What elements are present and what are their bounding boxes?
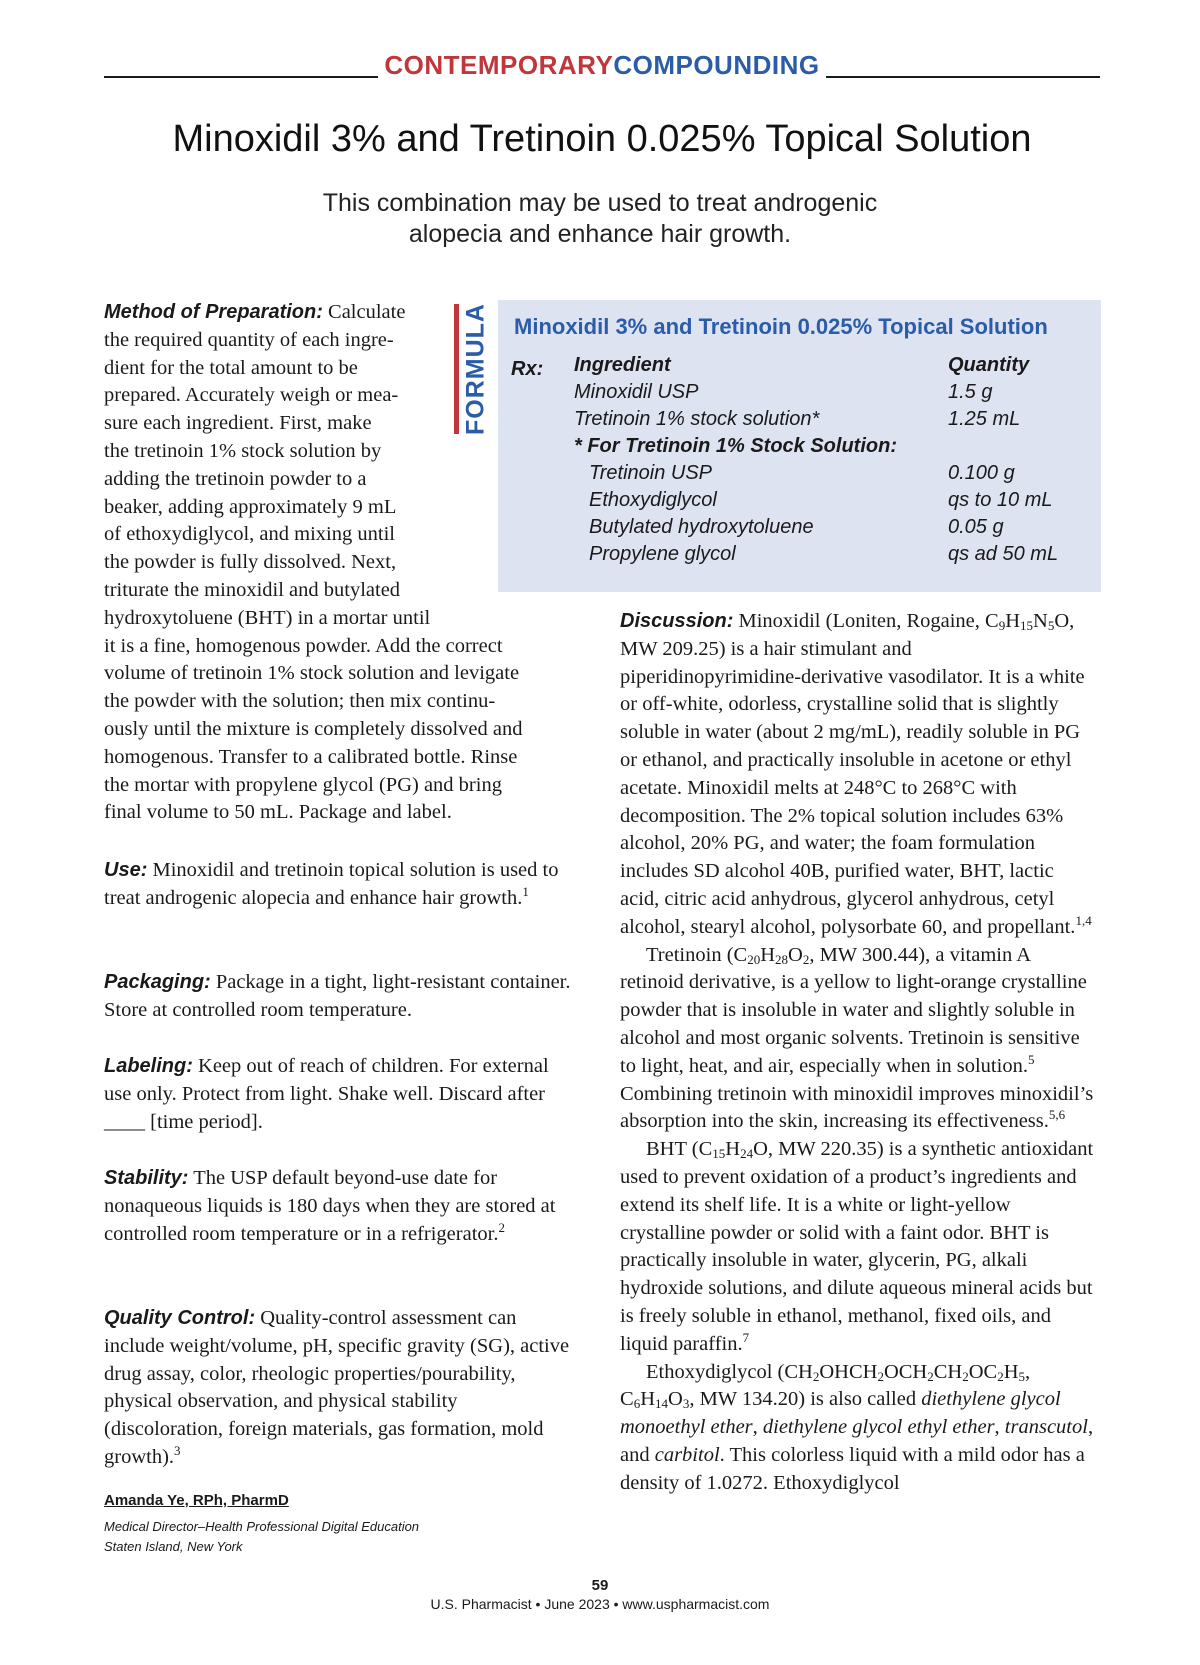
use-section — [104, 857, 574, 913]
text-run: H — [760, 943, 776, 966]
author-title: Medical Director–Health Professional Digital Education — [104, 1519, 420, 1534]
subscript: 6 — [633, 1396, 641, 1412]
method-line: Calculate — [322, 301, 406, 323]
text-run: OC — [968, 1360, 998, 1383]
method-line: dient for the total amount to be — [104, 356, 358, 379]
text-run: O — [668, 1388, 683, 1411]
method-line: volume of tretinoin 1% stock solution and levigate — [104, 662, 520, 685]
ingredient-quantity: 1.25 mL — [948, 408, 1021, 430]
text-run: Minoxidil (Loniten, Rogaine, C — [733, 610, 999, 632]
text-run: Ethoxydiglycol (CH — [646, 1360, 813, 1383]
text-run: O, MW 209.25) is a hair stimulant and piperidinopyrimidine-derivative vasodilator. It is a white or off-white, odorless, crystalline solid that is slightly soluble in water (about 2 mg/mL), readily soluble in PG or ethanol, and practically insoluble in acetone or ethyl acetate. Minoxidil melts at 248°C to 268°C with decomposition. The 2% topical solution includes 63% alcohol, 20% PG, and water; the foam formulation includes SD alcohol 40B, purified water, BHT, lactic acid, citric acid anhydrous, glycerol anhydrous, cetyl alcohol, stearyl alcohol, polysorbate 60, and propellant. — [620, 610, 1085, 938]
author-block — [104, 1492, 419, 1557]
subscript: 2 — [877, 1368, 884, 1384]
author-location: Staten Island, New York — [104, 1539, 243, 1554]
method-line: beaker, adding approximately 9 mL — [104, 495, 397, 518]
discussion-paragraph-minoxidil — [620, 608, 1096, 942]
method-line: final volume to 50 mL. Package and label. — [104, 801, 452, 824]
subscript: 14 — [655, 1396, 668, 1412]
subscript: 3 — [682, 1396, 690, 1412]
text-run: O — [788, 943, 803, 966]
section-header — [104, 50, 1100, 80]
packaging-label: Packaging: — [104, 971, 211, 993]
subscript: 15 — [712, 1146, 726, 1162]
subscript: 28 — [775, 951, 789, 967]
ingredient-name: Butylated hydroxytoluene — [589, 516, 814, 538]
text-run: , MW 134.20) is also called — [689, 1388, 922, 1411]
text-run: H — [640, 1388, 655, 1411]
text-run: , — [752, 1416, 763, 1439]
subscript: 15 — [1020, 618, 1034, 633]
subscript: 2 — [802, 951, 810, 967]
text-run: N — [1033, 610, 1048, 632]
ingredient-quantity: 0.05 g — [948, 516, 1004, 538]
text-run: H — [1005, 610, 1021, 632]
discussion-label: Discussion: — [620, 610, 734, 632]
method-line: the mortar with propylene glycol (PG) and bring — [104, 773, 502, 796]
ingredient-quantity: qs to 10 mL — [948, 489, 1053, 511]
method-line: sure each ingredient. First, make — [104, 412, 372, 435]
text-run: OHCH — [819, 1360, 878, 1383]
quality-label: Quality Control: — [104, 1307, 256, 1329]
quality-control-section — [104, 1305, 574, 1472]
banner-word-contemporary: CONTEMPORARY — [384, 50, 614, 80]
ingredient-name: Minoxidil USP — [574, 381, 699, 403]
text-run: , C — [620, 1360, 1031, 1411]
subtitle-line-2: alopecia and enhance hair growth. — [408, 220, 792, 248]
col-quantity: Quantity — [948, 354, 1030, 376]
text-run: H — [725, 1138, 741, 1161]
reference-marker: 5,6 — [1048, 1107, 1066, 1123]
subscript: 20 — [747, 951, 761, 967]
reference-marker: 2 — [498, 1219, 505, 1235]
ingredient-quantity: 0.100 g — [948, 462, 1015, 484]
ingredient-name: Propylene glycol — [589, 543, 736, 565]
col-ingredient: Ingredient — [574, 354, 671, 376]
method-of-preparation — [104, 299, 664, 827]
labeling-label: Labeling: — [104, 1055, 193, 1077]
text-run: Combining tretinoin with minoxidil improves minoxidil’s absorption into the skin, increasing its effectiveness. — [620, 1082, 1094, 1133]
discussion-paragraph-ethoxydiglycol — [620, 1359, 1096, 1498]
banner-word-compounding: COMPOUNDING — [613, 50, 820, 80]
rx-label: Rx: — [511, 358, 544, 380]
italic-term: transcutol — [1004, 1416, 1088, 1439]
author-name: Amanda Ye, RPh, PharmD — [104, 1492, 289, 1509]
packaging-section — [104, 969, 574, 1025]
quality-text: Quality-control assessment can include weight/volume, pH, specific gravity (SG), active drug assay, color, rheologic properties/pourability, physical observation, and physical stability (discoloration, foreign materials, gas formation, mold growth). — [104, 1307, 570, 1468]
formula-tab-label: FORMULA — [461, 303, 490, 435]
subscript: 2 — [997, 1368, 1004, 1384]
ingredient-name: Tretinoin 1% stock solution* — [574, 408, 820, 430]
reference-marker: 7 — [742, 1329, 750, 1345]
publication-source: U.S. Pharmacist • June 2023 • www.uspharmacist.com — [430, 1596, 770, 1612]
method-line: hydroxytoluene (BHT) in a mortar until — [104, 606, 431, 629]
subscript: 2 — [962, 1368, 969, 1384]
discussion-paragraph-tretinoin — [620, 942, 1096, 1137]
article-subtitle — [230, 188, 970, 250]
section-banner — [378, 50, 825, 80]
page-footer — [300, 1577, 900, 1612]
article-title: Minoxidil 3% and Tretinoin 0.025% Topical Solution — [172, 118, 1032, 160]
stability-label: Stability: — [104, 1167, 189, 1189]
text-run: O, MW 220.35) is a synthetic antioxidant used to prevent oxidation of a product’s ingredients and extend its shelf life. It is a white or light-yellow crystalline powder or solid with a faint odor. BHT is practically insoluble in water, glycerin, PG, alkali hydroxide solutions, and dilute aqueous mineral acids but is freely soluble in ethanol, methanol, fixed oils, and liquid paraffin. — [620, 1138, 1094, 1355]
method-line: triturate the minoxidil and butylated — [104, 578, 401, 601]
method-line: adding the tretinoin powder to a — [104, 467, 367, 490]
labeling-text: Keep out of reach of children. For external use only. Protect from light. Shake well. Discard after ____ [time period]. — [104, 1055, 549, 1133]
page-number: 59 — [591, 1577, 609, 1594]
reference-marker: 5 — [1027, 1051, 1035, 1067]
stock-heading-text: * For Tretinoin 1% Stock Solution: — [574, 435, 897, 457]
reference-marker: 3 — [174, 1442, 181, 1458]
method-line: the tretinoin 1% stock solution by — [104, 439, 382, 462]
reference-marker: 1 — [522, 883, 529, 899]
discussion-section — [620, 608, 1096, 1498]
text-run: CH — [933, 1360, 963, 1383]
discussion-paragraph-bht — [620, 1136, 1096, 1358]
italic-term: diethylene glycol monoethyl ether — [620, 1388, 1061, 1439]
stability-section — [104, 1165, 574, 1248]
stability-text: The USP default beyond-use date for nonaqueous liquids is 180 days when they are stored at controlled room temperature or in a refrigerator. — [104, 1167, 556, 1245]
packaging-text: Package in a tight, light-resistant container. Store at controlled room temperature. — [104, 971, 571, 1021]
ingredient-name: Ethoxydiglycol — [589, 489, 717, 511]
use-text: Minoxidil and tretinoin topical solution is used to treat androgenic alopecia and enhance hair growth. — [104, 859, 559, 909]
formula-title: Minoxidil 3% and Tretinoin 0.025% Topical Solution — [514, 314, 1048, 339]
subtitle-line-1: This combination may be used to treat androgenic — [322, 189, 878, 217]
subscript: 5 — [1018, 1368, 1026, 1384]
method-line: the powder with the solution; then mix continu- — [104, 690, 496, 713]
use-label: Use: — [104, 859, 148, 881]
text-run: . This colorless liquid with a mild odor has a density of 1.0272. Ethoxydiglycol — [620, 1443, 1085, 1494]
method-line: homogenous. Transfer to a calibrated bottle. Rinse — [104, 745, 518, 768]
method-line: of ethoxydiglycol, and mixing until — [104, 523, 395, 546]
method-line: the powder is fully dissolved. Next, — [104, 551, 397, 574]
method-line: ously until the mixture is completely dissolved and — [104, 717, 523, 740]
italic-term: diethylene glycol ethyl ether — [762, 1416, 995, 1439]
subscript: 5 — [1047, 618, 1055, 633]
subscript: 2 — [812, 1368, 820, 1384]
text-run: OCH — [883, 1360, 928, 1383]
subscript: 24 — [740, 1146, 754, 1162]
labeling-section — [104, 1053, 574, 1136]
method-label: Method of Preparation: — [104, 301, 323, 323]
subscript: 9 — [998, 618, 1006, 633]
text-run: BHT (C — [646, 1138, 713, 1161]
text-run: Tretinoin (C — [646, 943, 748, 966]
subscript: 2 — [927, 1368, 934, 1384]
ingredient-quantity: 1.5 g — [948, 381, 993, 403]
ingredient-name: Tretinoin USP — [589, 462, 713, 484]
italic-term: carbitol — [654, 1443, 720, 1466]
method-line: the required quantity of each ingre- — [104, 328, 394, 351]
text-run: , and — [620, 1416, 1094, 1466]
ingredient-quantity: qs ad 50 mL — [948, 543, 1059, 565]
method-line: prepared. Accurately weigh or mea- — [104, 384, 399, 407]
method-line: it is a fine, homogenous powder. Add the correct — [104, 634, 503, 657]
text-run: , — [994, 1416, 1005, 1439]
text-run: H — [1003, 1360, 1019, 1383]
text-run: , MW 300.44), a vitamin A retinoid derivative, is a yellow to light-orange crystalline powder that is insoluble in water and slightly soluble in alcohol and most organic solvents. Tretinoin is sensitive to light, heat, and air, especially when in solution. — [620, 943, 1087, 1077]
reference-marker: 1,4 — [1075, 912, 1092, 928]
